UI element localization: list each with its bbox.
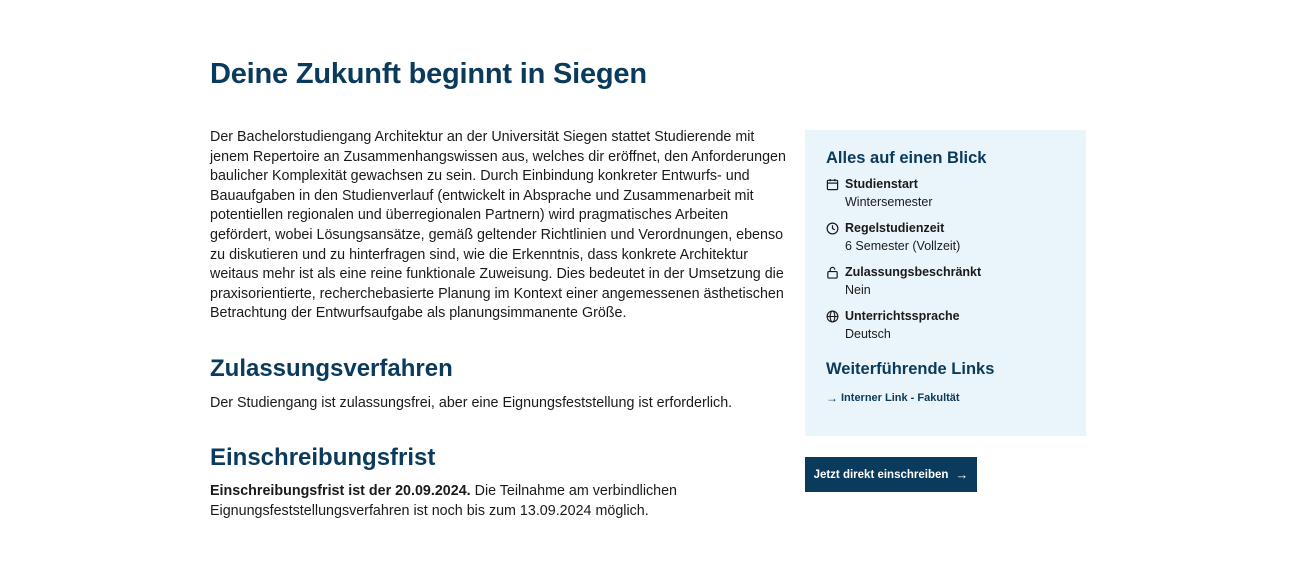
fact-regelstudienzeit [826,220,1065,256]
lock-icon [826,266,840,280]
fact-unterrichtssprache [826,308,1065,344]
clock-icon [826,222,840,236]
einschreibung-deadline: Einschreibungsfrist ist der 20.09.2024. [210,483,471,499]
internal-link-fakultaet[interactable] [826,391,960,405]
einschreibung-text [210,482,710,521]
zulassung-heading: Zulassungsverfahren [210,355,453,382]
einschreibung-detail: Die Teilnahme am verbindlichen Eignungsfeststellungsverfahren ist noch bis zum 13.09.2024 möglich. [210,483,677,519]
arrow-right-icon: → [826,391,838,405]
info-sidebar [805,130,1086,436]
enroll-button-label: Jetzt direkt einschreiben [813,468,949,481]
fact-studienstart [826,176,1065,212]
enroll-button[interactable] [805,457,977,492]
fact-value: Wintersemester [845,195,933,209]
fact-label: Studienstart [845,177,918,191]
fact-value: Nein [845,283,871,297]
fact-zulassungsbeschraenkt [826,264,1065,300]
einschreibung-heading: Einschreibungsfrist [210,444,436,471]
sidebar-title: Alles auf einen Blick [826,149,987,167]
zulassung-text: Der Studiengang ist zulassungsfrei, aber eine Eignungsfeststellung ist erforderlich. [210,395,733,411]
fact-value: 6 Semester (Vollzeit) [845,239,961,253]
fact-label: Zulassungsbeschränkt [845,265,982,279]
link-label: Interner Link - Fakultät [841,392,960,404]
fact-label: Regelstudienzeit [845,221,945,235]
calendar-icon [826,178,840,192]
arrow-right-icon: → [955,467,969,482]
links-title: Weiterführende Links [826,360,995,378]
fact-label: Unterrichtssprache [845,309,960,323]
page-title: Deine Zukunft beginnt in Siegen [210,58,647,90]
globe-icon [826,310,840,324]
intro-text: Der Bachelorstudiengang Architektur an der Universität Siegen stattet Studierende mit jenem Repertoire an Zusammenhangswissen aus, welches dir eröffnet, den Anforderungen baulicher Komplexität gewachsen zu sein. Durch Einbindung konkreter Entwurfs- und Bauaufgaben in den Studienverlauf (entwickelt in Absprache und Zusammenarbeit mit potentiellen regionalen und überregionalen Partnern) wird pragmatisches Arbeiten gefördert, wobei Lösungsansätze, gemäß geltender Richtlinien und Verordnungen, ebenso zu diskutieren und zu hinterfragen sind, wie die Erkenntnis, dass konkrete Architektur weitaus mehr ist als eine reine funktionale Zuweisung. Dies bedeutet in der Umsetzung die praxisorientierte, recherchebasierte Planung im Kontext einer angemessenen ästhetischen Betrachtung der Entwurfsaufgabe als planungsimmanente Größe. [210,129,786,322]
fact-value: Deutsch [845,327,891,341]
